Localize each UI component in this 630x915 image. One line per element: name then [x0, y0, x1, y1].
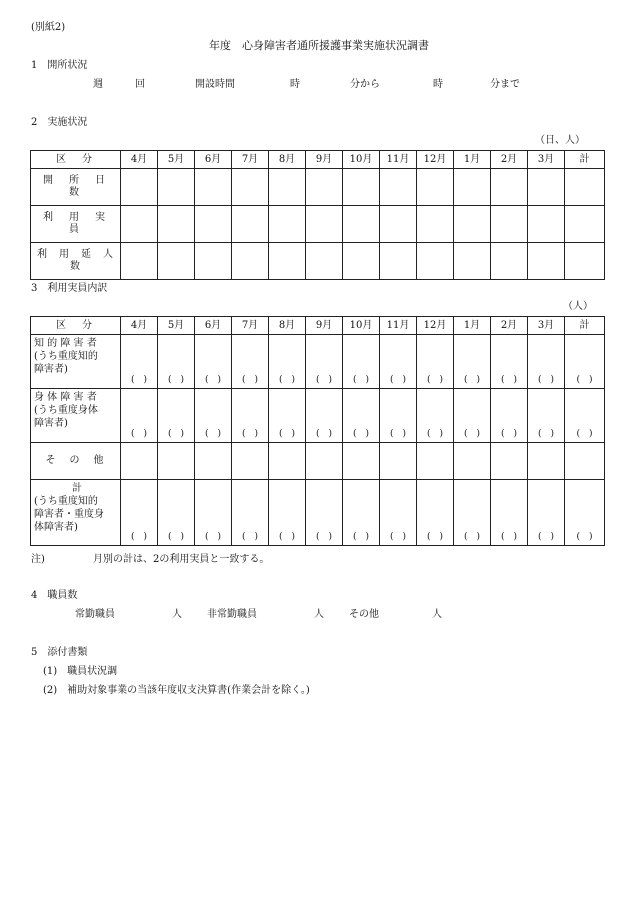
data-cell: [343, 169, 380, 206]
row-label-opening-days: 開 所 日 数: [31, 169, 121, 206]
implementation-table: [30, 150, 605, 280]
data-cell: [417, 206, 454, 243]
section-3-heading: 3 利用実員内訳: [31, 283, 108, 294]
data-cell: [565, 443, 605, 480]
data-cell: [454, 169, 491, 206]
data-cell: [417, 243, 454, 280]
data-cell: [454, 206, 491, 243]
data-cell: [565, 243, 605, 280]
data-cell: [528, 443, 565, 480]
paren-cell: ( ): [528, 389, 565, 443]
paren-cell: ( ): [528, 480, 565, 546]
paren-cell: ( ): [195, 335, 232, 389]
row-label-intellectual: 知 的 障 害 者 (うち重度知的 障害者): [31, 335, 121, 389]
open-minute-label: 分から: [350, 79, 380, 90]
paren-cell: ( ): [380, 389, 417, 443]
month-header: 9月: [306, 151, 343, 169]
total-header: 計: [565, 317, 605, 335]
paren-cell: ( ): [121, 480, 158, 546]
paren-cell: ( ): [121, 335, 158, 389]
data-cell: [491, 169, 528, 206]
paren-cell: ( ): [269, 335, 306, 389]
data-cell: [528, 169, 565, 206]
category-header: 区 分: [31, 317, 121, 335]
month-header: 3月: [528, 317, 565, 335]
paren-cell: ( ): [565, 389, 605, 443]
data-cell: [195, 169, 232, 206]
month-header: 5月: [158, 317, 195, 335]
data-cell: [491, 206, 528, 243]
section-2-unit: （日、人）: [535, 135, 585, 146]
paren-cell: ( ): [491, 480, 528, 546]
close-hour-label: 時: [433, 79, 443, 90]
month-header: 7月: [232, 151, 269, 169]
month-header: 8月: [269, 151, 306, 169]
page-title: 年度 心身障害者通所援護事業実施状況調書: [209, 39, 429, 52]
data-cell: [269, 443, 306, 480]
month-header: 9月: [306, 317, 343, 335]
table-row: [31, 243, 605, 280]
table-row: [31, 206, 605, 243]
fulltime-staff-label: 常勤職員: [75, 609, 115, 620]
data-cell: [306, 443, 343, 480]
paren-cell: ( ): [417, 480, 454, 546]
data-cell: [121, 243, 158, 280]
data-cell: [232, 443, 269, 480]
month-header: 11月: [380, 317, 417, 335]
paren-cell: ( ): [121, 389, 158, 443]
paren-cell: ( ): [491, 389, 528, 443]
paren-cell: ( ): [269, 389, 306, 443]
table-row: [31, 443, 605, 480]
data-cell: [121, 169, 158, 206]
data-cell: [343, 443, 380, 480]
paren-cell: ( ): [195, 389, 232, 443]
paren-cell: ( ): [417, 335, 454, 389]
data-cell: [491, 243, 528, 280]
paren-cell: ( ): [454, 480, 491, 546]
paren-cell: ( ): [158, 389, 195, 443]
data-cell: [417, 169, 454, 206]
month-header: 4月: [121, 317, 158, 335]
note-text: 月別の計は、2の利用実員と一致する。: [93, 554, 270, 565]
note-label: 注): [31, 554, 45, 565]
data-cell: [158, 443, 195, 480]
data-cell: [565, 206, 605, 243]
paren-cell: ( ): [306, 335, 343, 389]
opening-hours-label: 開設時間: [195, 79, 235, 90]
month-header: 12月: [417, 151, 454, 169]
opening-weekly-label: 週: [93, 79, 103, 90]
paren-cell: ( ): [158, 335, 195, 389]
data-cell: [269, 206, 306, 243]
row-label-actual-users: 利 用 実 員: [31, 206, 121, 243]
other-staff-label: その他: [349, 609, 379, 620]
month-header: 6月: [195, 151, 232, 169]
section-1-heading: 1 開所状況: [31, 60, 88, 71]
data-cell: [121, 443, 158, 480]
month-header: 10月: [343, 151, 380, 169]
data-cell: [269, 169, 306, 206]
paren-cell: ( ): [491, 335, 528, 389]
month-header: 11月: [380, 151, 417, 169]
data-cell: [195, 443, 232, 480]
data-cell: [454, 243, 491, 280]
month-header: 6月: [195, 317, 232, 335]
paren-cell: ( ): [195, 480, 232, 546]
data-cell: [343, 206, 380, 243]
paren-cell: ( ): [232, 335, 269, 389]
data-cell: [306, 206, 343, 243]
paren-cell: ( ): [380, 335, 417, 389]
table-header-row: [31, 151, 605, 169]
table-row: [31, 169, 605, 206]
data-cell: [380, 206, 417, 243]
data-cell: [306, 169, 343, 206]
data-cell: [158, 243, 195, 280]
section-2-heading: 2 実施状況: [31, 117, 88, 128]
paren-cell: ( ): [528, 335, 565, 389]
opening-times-label: 回: [135, 79, 145, 90]
section-4-heading: 4 職員数: [31, 590, 78, 601]
paren-cell: ( ): [565, 335, 605, 389]
paren-cell: ( ): [232, 389, 269, 443]
data-cell: [343, 243, 380, 280]
data-cell: [417, 443, 454, 480]
data-cell: [232, 169, 269, 206]
data-cell: [232, 206, 269, 243]
paren-cell: ( ): [158, 480, 195, 546]
data-cell: [454, 443, 491, 480]
paren-cell: ( ): [454, 335, 491, 389]
data-cell: [269, 243, 306, 280]
data-cell: [158, 169, 195, 206]
month-header: 2月: [491, 151, 528, 169]
month-header: 8月: [269, 317, 306, 335]
section-3-unit: （人）: [563, 301, 593, 312]
data-cell: [195, 243, 232, 280]
table-row: [31, 389, 605, 443]
month-header: 1月: [454, 151, 491, 169]
user-breakdown-table: [30, 316, 605, 546]
month-header: 4月: [121, 151, 158, 169]
paren-cell: ( ): [232, 480, 269, 546]
total-header: 計: [565, 151, 605, 169]
open-hour-label: 時: [290, 79, 300, 90]
category-header: 区 分: [31, 151, 121, 169]
data-cell: [565, 169, 605, 206]
month-header: 2月: [491, 317, 528, 335]
paren-cell: ( ): [306, 389, 343, 443]
close-minute-label: 分まで: [490, 79, 520, 90]
data-cell: [491, 443, 528, 480]
paren-cell: ( ): [343, 480, 380, 546]
data-cell: [232, 243, 269, 280]
attachment-item: (2) 補助対象事業の当該年度収支決算書(作業会計を除く。): [43, 685, 310, 696]
data-cell: [528, 206, 565, 243]
section-5-heading: 5 添付書類: [31, 647, 88, 658]
data-cell: [380, 443, 417, 480]
row-label-total: 計 (うち重度知的 障害者・重度身 体障害者): [31, 480, 121, 546]
paren-cell: ( ): [454, 389, 491, 443]
data-cell: [121, 206, 158, 243]
table-row: [31, 480, 605, 546]
paren-cell: ( ): [306, 480, 343, 546]
month-header: 7月: [232, 317, 269, 335]
row-label-other: そ の 他: [31, 443, 121, 480]
attachment-item: (1) 職員状況調: [43, 666, 118, 677]
table-row: [31, 335, 605, 389]
row-label-physical: 身 体 障 害 者 (うち重度身体 障害者): [31, 389, 121, 443]
month-header: 5月: [158, 151, 195, 169]
row-label-total-users: 利 用 延 人 数: [31, 243, 121, 280]
paren-cell: ( ): [565, 480, 605, 546]
data-cell: [195, 206, 232, 243]
month-header: 1月: [454, 317, 491, 335]
data-cell: [306, 243, 343, 280]
month-header: 3月: [528, 151, 565, 169]
data-cell: [380, 169, 417, 206]
document-reference: (別紙2): [31, 22, 66, 33]
paren-cell: ( ): [343, 335, 380, 389]
paren-cell: ( ): [343, 389, 380, 443]
month-header: 12月: [417, 317, 454, 335]
data-cell: [158, 206, 195, 243]
paren-cell: ( ): [380, 480, 417, 546]
table-header-row: [31, 317, 605, 335]
parttime-unit: 人: [314, 609, 324, 620]
paren-cell: ( ): [269, 480, 306, 546]
paren-cell: ( ): [417, 389, 454, 443]
data-cell: [380, 243, 417, 280]
data-cell: [528, 243, 565, 280]
fulltime-unit: 人: [172, 609, 182, 620]
other-unit: 人: [432, 609, 442, 620]
month-header: 10月: [343, 317, 380, 335]
parttime-staff-label: 非常勤職員: [207, 609, 257, 620]
